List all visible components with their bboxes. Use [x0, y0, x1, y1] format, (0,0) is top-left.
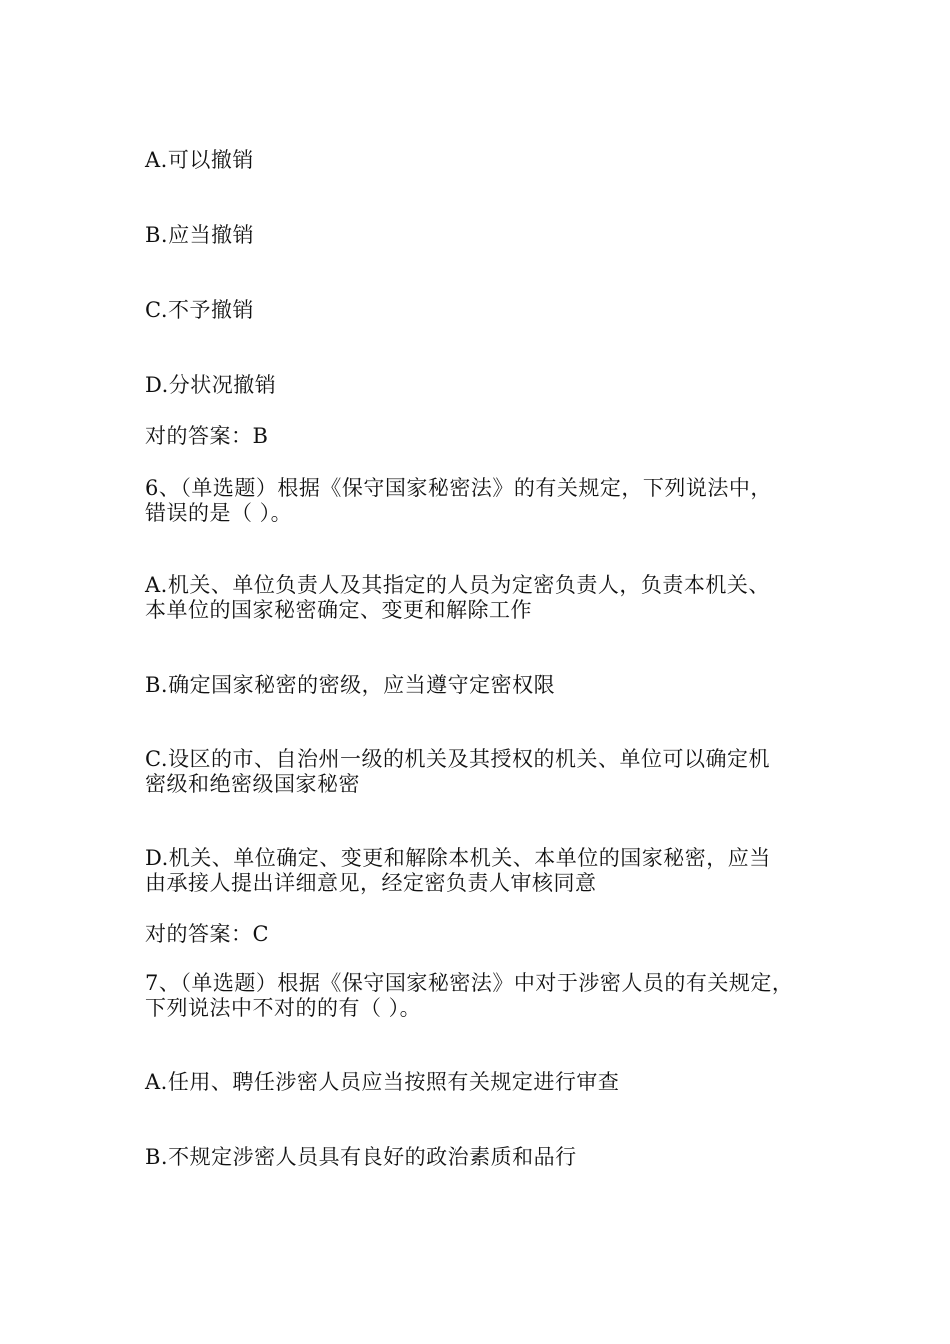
- q6-option-d-line-2: 由承接人提出详细意见，经定密负责人审核同意: [145, 871, 597, 895]
- q6-option-c-line-2: 密级和绝密级国家秘密: [145, 772, 360, 796]
- q6-option-b: B.确定国家秘密的密级，应当遵守定密权限: [145, 673, 556, 697]
- q6-option-a-line-2: 本单位的国家秘密确定、变更和解除工作: [145, 598, 532, 622]
- q6-option-d: [145, 846, 825, 896]
- q6-option-a-line-1: A.机关、单位负责人及其指定的人员为定密负责人，负责本机关、: [145, 573, 770, 597]
- q6-question-line-2: 错误的是（ ）。: [145, 501, 293, 525]
- q7-question-line-1: 7、（单选题）根据《保守国家秘密法》中对于涉密人员的有关规定，: [145, 971, 794, 995]
- q6-option-c: [145, 747, 825, 797]
- q7-question: [145, 971, 825, 1021]
- q6-question-line-1: 6、（单选题）根据《保守国家秘密法》的有关规定，下列说法中，: [145, 476, 772, 500]
- q5-answer: 对的答案：B: [145, 424, 269, 448]
- q5-option-d: D.分状况撤销: [145, 373, 277, 397]
- q5-option-a: A.可以撤销: [145, 148, 254, 172]
- q6-answer: 对的答案：C: [145, 922, 270, 946]
- q6-question: [145, 476, 825, 526]
- q6-option-d-line-1: D.机关、单位确定、变更和解除本机关、本单位的国家秘密，应当: [145, 846, 771, 870]
- q6-option-c-line-1: C.设区的市、自治州一级的机关及其授权的机关、单位可以确定机: [145, 747, 770, 771]
- q6-option-a: [145, 573, 825, 623]
- q7-option-b: B.不规定涉密人员具有良好的政治素质和品行: [145, 1145, 577, 1169]
- q5-option-c: C.不予撤销: [145, 298, 254, 322]
- q5-option-b: B.应当撤销: [145, 223, 255, 247]
- q7-option-a: A.任用、聘任涉密人员应当按照有关规定进行审查: [145, 1070, 620, 1094]
- q7-question-line-2: 下列说法中不对的的有（ ）。: [145, 996, 422, 1020]
